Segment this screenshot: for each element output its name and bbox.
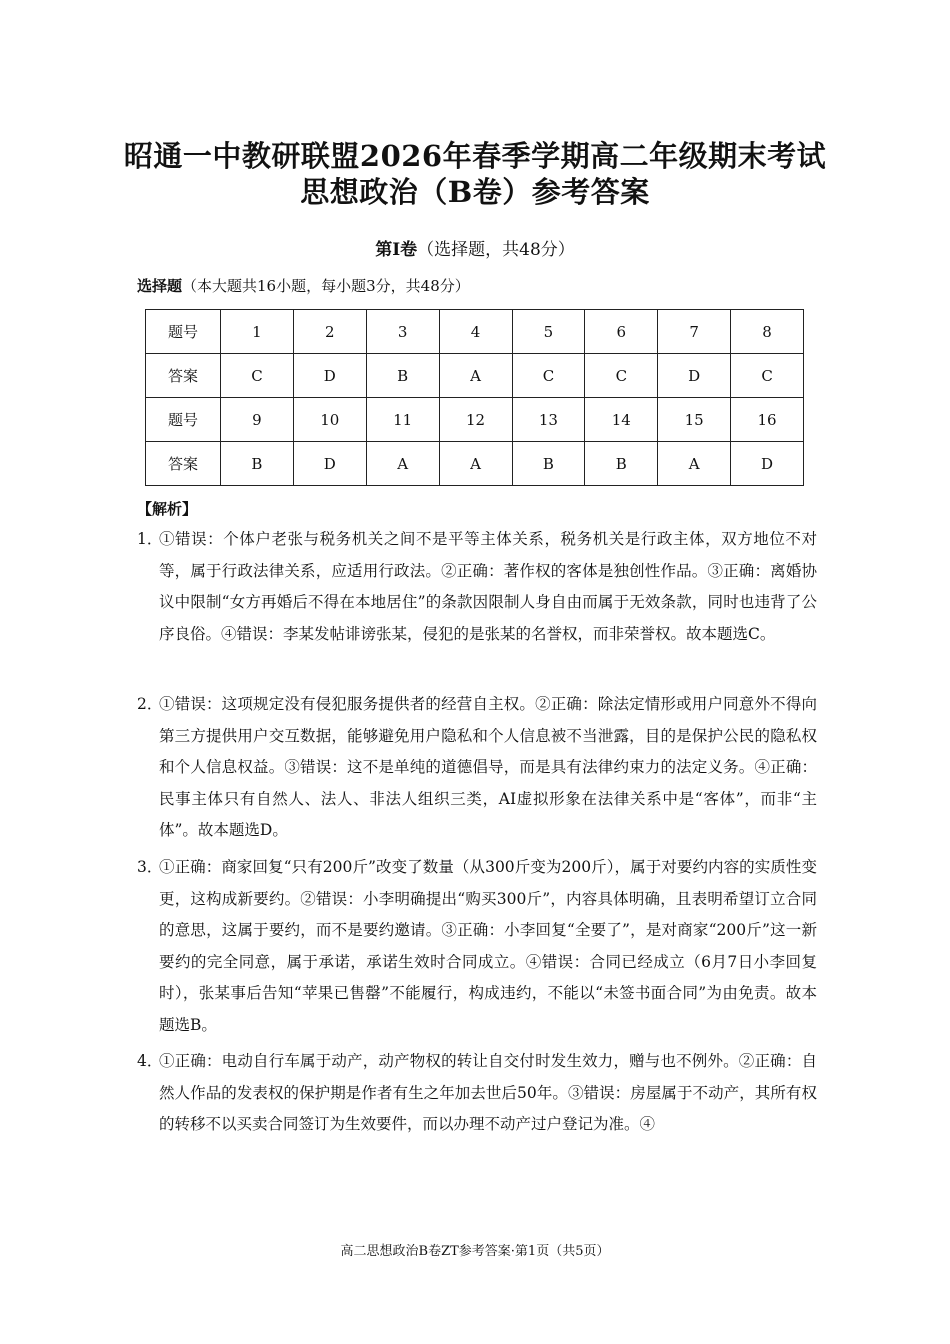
answer-table-cell: A (366, 442, 439, 486)
explanation-item (137, 852, 817, 1041)
explanation-text: ①正确：电动自行车属于动产，动产物权的转让自交付时发生效力，赠与也不例外。②正确：自然人作品的发表权的保护期是作者有生之年加去世后50年。③错误：房屋属于不动产，其所有权的转移不以买卖合同签订为生效要件，而以办理不动产过户登记为准。④ (159, 1052, 817, 1133)
explanation-text: ①错误：个体户老张与税务机关之间不是平等主体关系，税务机关是行政主体，双方地位不对等，属于行政法律关系，应适用行政法。②正确：著作权的客体是独创性作品。③正确：离婚协议中限制“女方再婚后不得在本地居住”的条款因限制人身自由而属于无效条款，同时也违背了公序良俗。④错误：李某发帖诽谤张某，侵犯的是张某的名誉权，而非荣誉权。故本题选C。 (159, 530, 817, 643)
answer-table-cell: C (221, 354, 294, 398)
explanation-number: 2． (137, 695, 163, 713)
document-title-line2: 思想政治（B卷）参考答案 (300, 175, 650, 209)
answer-table-cell: C (731, 354, 804, 398)
answer-table-cell: 6 (585, 310, 658, 354)
answer-table-row-header: 题号 (146, 398, 221, 442)
answer-table-cell: B (221, 442, 294, 486)
answer-table-cell: 8 (731, 310, 804, 354)
answer-table-cell: 16 (731, 398, 804, 442)
document-title-line1: 昭通一中教研联盟2026年春季学期高二年级期末考试 (123, 139, 827, 173)
explanation-item (137, 1046, 817, 1141)
explanation-number: 3． (137, 858, 163, 876)
explanation-text: ①错误：这项规定没有侵犯服务提供者的经营自主权。②正确：除法定情形或用户同意外不得向第三方提供用户交互数据，能够避免用户隐私和个人信息被不当泄露，目的是保护公民的隐私权和个人信息权益。③错误：这不是单纯的道德倡导，而是具有法律约束力的法定义务。④正确：民事主体只有自然人、法人、非法人组织三类，AI虚拟形象在法律关系中是“客体”，而非“主体”。故本题选D。 (159, 695, 817, 839)
explanation-item (137, 524, 817, 650)
answer-table-cell: 1 (221, 310, 294, 354)
answer-table-cell: D (293, 442, 366, 486)
explanation-text: ①正确：商家回复“只有200斤”改变了数量（从300斤变为200斤），属于对要约内容的实质性变更，这构成新要约。②错误：小李明确提出“购买300斤”，内容具体明确，且表明希望订立合同的意思，这属于要约，而不是要约邀请。③正确：小李回复“全要了”，是对商家“200斤”这一新要约的完全同意，属于承诺，承诺生效时合同成立。④错误：合同已经成立（6月7日小李回复时），张某事后告知“苹果已售罄”不能履行，构成违约，不能以“未签书面合同”为由免责。故本题选B。 (159, 858, 817, 1034)
answer-table-cell: B (366, 354, 439, 398)
answer-table-row (146, 442, 804, 486)
answer-table-cell: A (439, 354, 512, 398)
answer-table-cell: 4 (439, 310, 512, 354)
page-footer: 高二思想政治B卷ZT参考答案·第1页（共5页） (340, 1244, 610, 1259)
section-heading-rest: （选择题，共48分） (417, 240, 575, 260)
answer-table-row-header: 答案 (146, 354, 221, 398)
answer-table-cell: 14 (585, 398, 658, 442)
answer-table-cell: B (585, 442, 658, 486)
answer-table (145, 309, 804, 486)
multiple-choice-note: （本大题共16小题，每小题3分，共48分） (182, 277, 470, 295)
multiple-choice-label: 选择题 (137, 277, 183, 295)
analysis-label: 【解析】 (137, 500, 198, 518)
answer-table-cell: B (512, 442, 585, 486)
answer-table-cell: A (658, 442, 731, 486)
explanation-item (137, 689, 817, 847)
answer-table-row (146, 398, 804, 442)
answer-table-cell: 15 (658, 398, 731, 442)
answer-table-cell: 10 (293, 398, 366, 442)
answer-table-cell: C (512, 354, 585, 398)
answer-table-cell: 11 (366, 398, 439, 442)
answer-table-row-header: 答案 (146, 442, 221, 486)
explanation-number: 1． (137, 530, 163, 548)
answer-table-cell: 9 (221, 398, 294, 442)
answer-table-cell: 13 (512, 398, 585, 442)
multiple-choice-intro (137, 275, 470, 297)
answer-table-cell: 5 (512, 310, 585, 354)
explanation-number: 4． (137, 1052, 163, 1070)
answer-table-row-header: 题号 (146, 310, 221, 354)
section-heading-bold: 第Ⅰ卷 (375, 240, 418, 260)
answer-table-cell: 7 (658, 310, 731, 354)
answer-table-cell: 3 (366, 310, 439, 354)
answer-table-cell: D (293, 354, 366, 398)
section-heading (0, 238, 950, 262)
answer-table-row (146, 354, 804, 398)
answer-table-body (146, 310, 804, 486)
answer-table-cell: D (731, 442, 804, 486)
answer-table-cell: 2 (293, 310, 366, 354)
answer-table-cell: C (585, 354, 658, 398)
answer-table-cell: A (439, 442, 512, 486)
answer-table-row (146, 310, 804, 354)
answer-table-cell: 12 (439, 398, 512, 442)
answer-table-cell: D (658, 354, 731, 398)
